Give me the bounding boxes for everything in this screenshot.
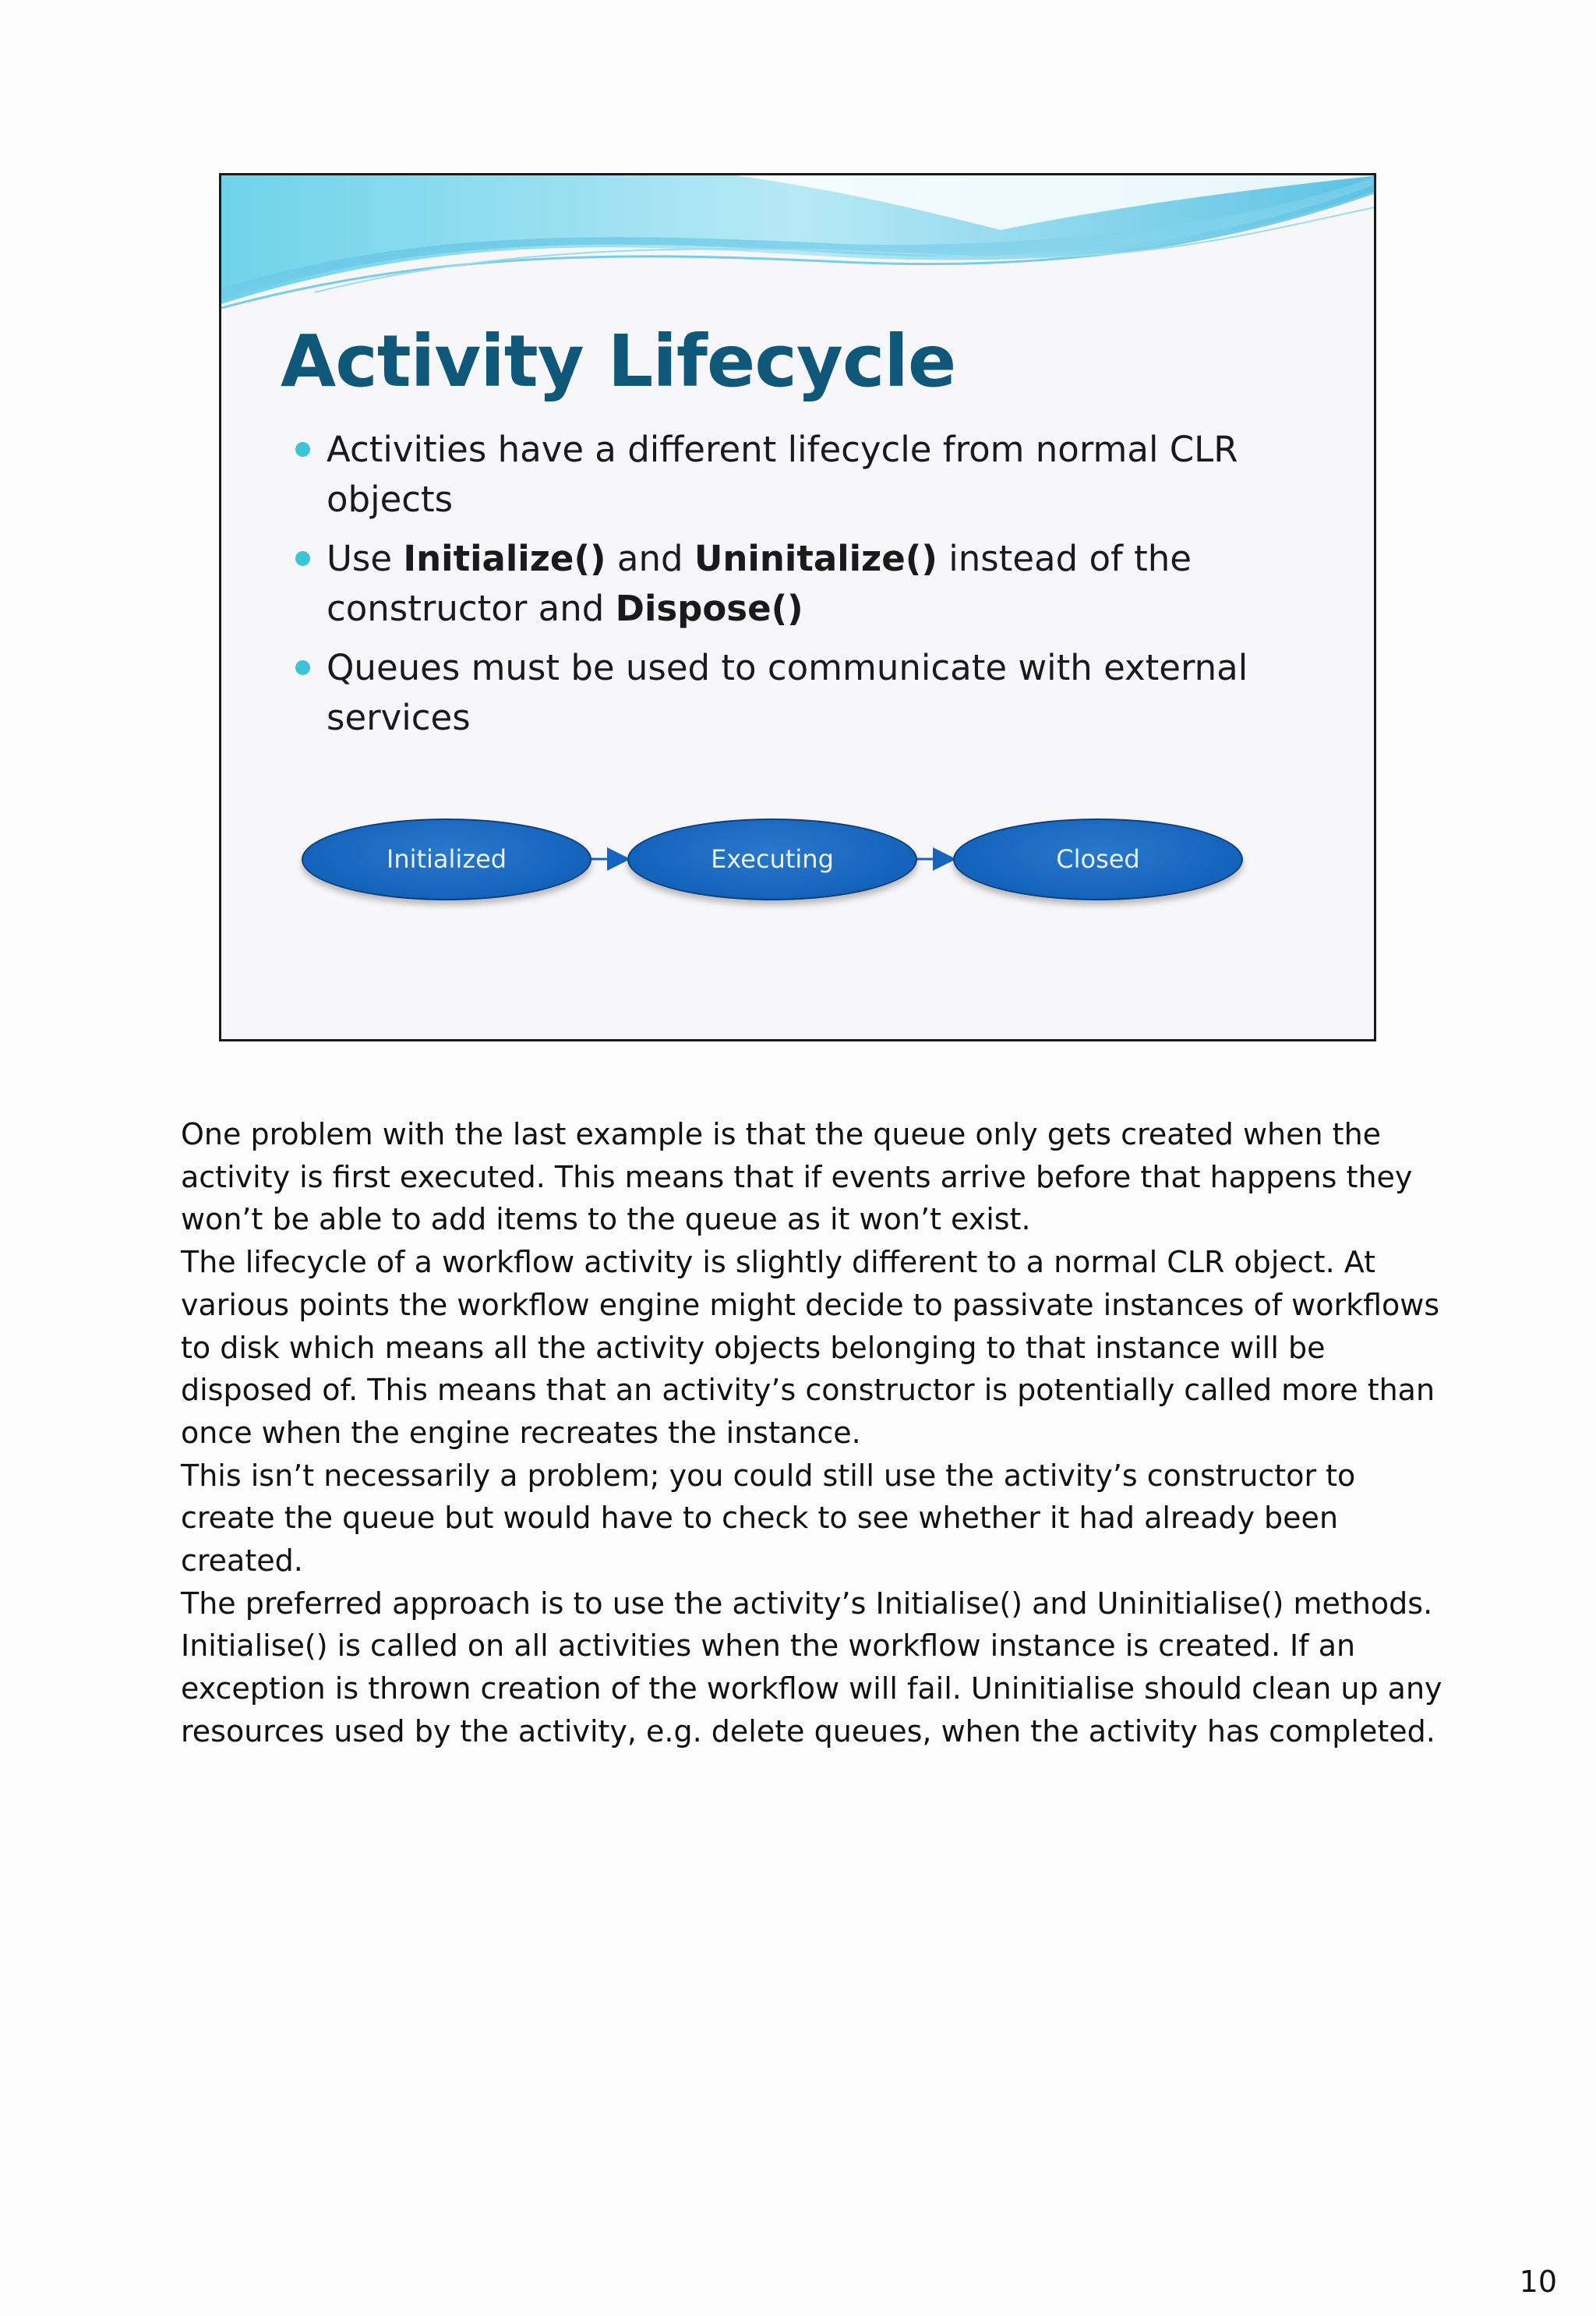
notes-paragraph: The lifecycle of a workflow activity is slightly different to a normal CLR object. At various points the workflow engine might decide to passivate instances of workflows to disk which means all the activity objects belonging to that instance will be disposed of. This means that an activity’s constructor is potentially called more than once when the engine recreates the instance. [181,1245,1440,1450]
bullet-segment-bold: Dispose() [615,588,803,629]
bullet-item [295,534,1301,634]
speaker-notes [181,1113,1443,1753]
bullet-item [295,425,1301,525]
bullet-segment-bold: Uninitalize() [694,538,937,579]
slide-image [219,173,1376,1041]
page-number: 10 [1519,2265,1557,2299]
state-executing: Executing [627,819,917,900]
bullet-list [295,425,1301,752]
bullet-segment: instead of the constructor and [327,538,1192,629]
state-initialized: Initialized [302,819,591,900]
bullet-item [295,643,1301,743]
bullet-segment-bold: Initialize() [403,538,606,579]
bullet-dot-icon [295,442,310,457]
bullet-text: Activities have a different lifecycle from normal CLR objects [327,429,1238,520]
bullet-dot-icon [295,660,310,675]
state-closed: Closed [953,819,1243,900]
bullet-segment: and [606,538,694,579]
bullet-segment: Use [327,538,404,579]
notes-paragraph: One problem with the last example is that the queue only gets created when the activity is first executed. This means that if events arrive before that happens they won’t be able to add items to the queue as it won’t exist. [181,1117,1413,1237]
slide-title: Activity Lifecycle [281,320,956,403]
bullet-dot-icon [295,551,310,566]
notes-paragraph: This isn’t necessarily a problem; you could still use the activity’s constructor to create the queue but would have to check to see whether it had already been created. [181,1458,1356,1579]
notes-paragraph: The preferred approach is to use the activity’s Initialise() and Uninitialise() methods. Initialise() is called on all activities when the workflow instance is created. If an exception is thrown creation of the workflow will fail. Uninitialise should clean up any resources used by the activity, e.g. delete queues, when the activity has completed. [181,1586,1442,1748]
bullet-text: Queues must be used to communicate with external services [327,647,1248,738]
wave-decoration [221,175,1376,316]
